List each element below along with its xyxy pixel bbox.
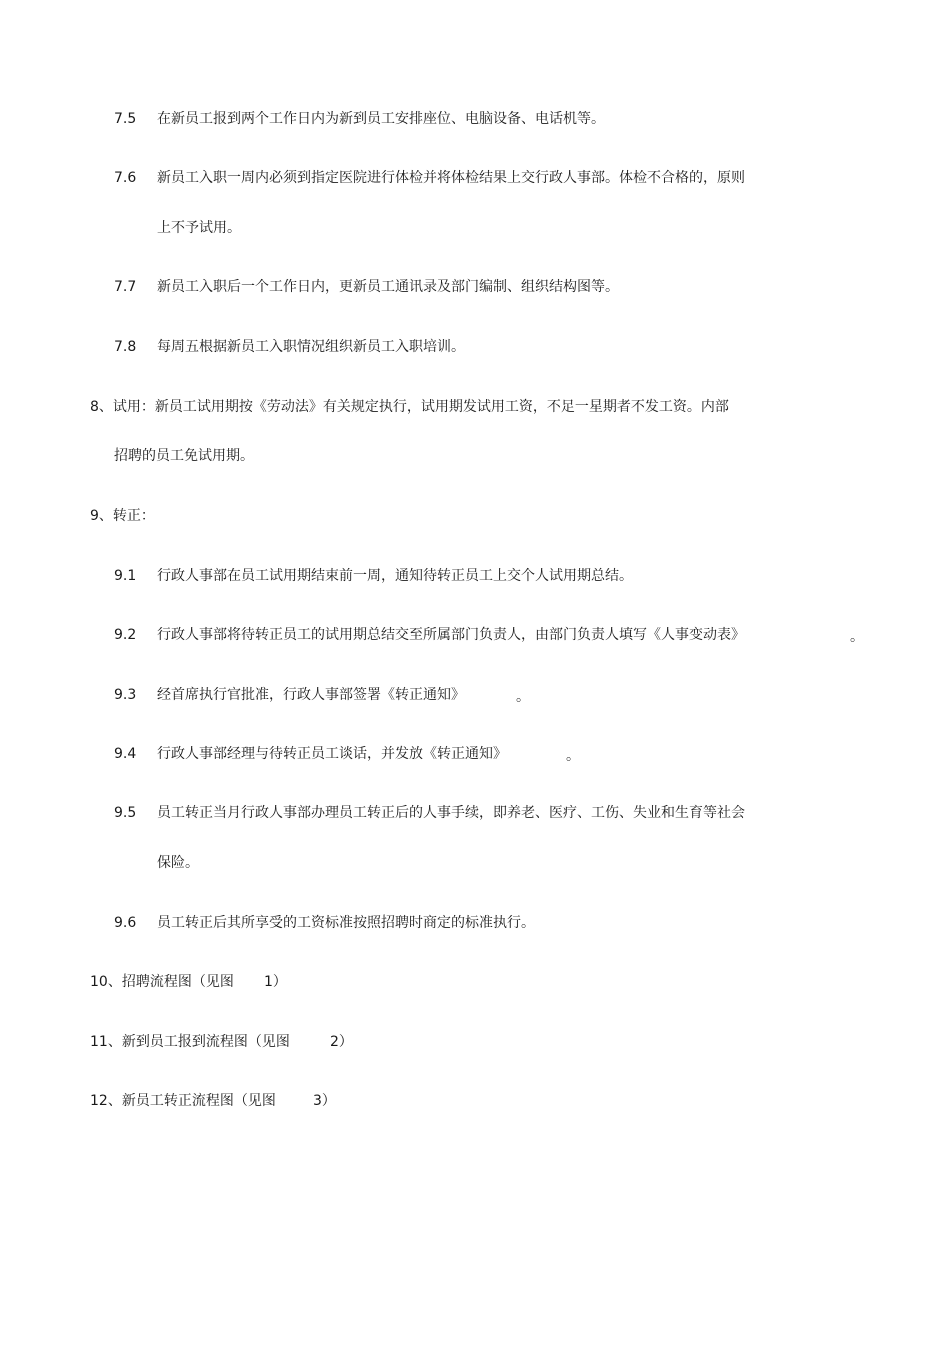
- clause-number: 9.3: [114, 687, 137, 703]
- clause-tail-mark: 。: [566, 748, 580, 764]
- section-heading: 9、转正：: [90, 508, 155, 524]
- figure-ref: 1）: [264, 974, 287, 990]
- clause-text: 行政人事部在员工试用期结束前一周，通知待转正员工上交个人试用期总结。: [157, 568, 633, 584]
- clause-number: 9.1: [114, 568, 137, 584]
- clause-number: 9.6: [114, 915, 137, 931]
- clause-text: 新员工入职后一个工作日内，更新员工通讯录及部门编制、组织结构图等。: [157, 279, 619, 295]
- section-text-continued: 招聘的员工免试用期。: [114, 448, 254, 464]
- section-text: 11、新到员工报到流程图（见图: [90, 1034, 290, 1050]
- clause-text: 行政人事部经理与待转正员工谈话，并发放《转正通知》: [157, 746, 507, 762]
- clause-text-continued: 上不予试用。: [157, 220, 241, 236]
- figure-ref: 2）: [330, 1034, 353, 1050]
- clause-number: 7.7: [114, 279, 137, 295]
- clause-tail-mark: 。: [516, 689, 530, 705]
- clause-number: 9.2: [114, 627, 137, 643]
- clause-text-continued: 保险。: [157, 855, 199, 871]
- clause-text: 员工转正当月行政人事部办理员工转正后的人事手续，即养老、医疗、工伤、失业和生育等社会: [157, 805, 745, 821]
- clause-text: 每周五根据新员工入职情况组织新员工入职培训。: [157, 339, 465, 355]
- clause-number: 7.8: [114, 339, 137, 355]
- clause-text: 在新员工报到两个工作日内为新到员工安排座位、电脑设备、电话机等。: [157, 111, 605, 127]
- clause-tail-mark: 。: [850, 629, 864, 645]
- section-text: 8、试用：新员工试用期按《劳动法》有关规定执行，试用期发试用工资，不足一星期者不发工资。内部: [90, 399, 729, 415]
- section-text: 10、招聘流程图（见图: [90, 974, 234, 990]
- figure-ref: 3）: [313, 1093, 336, 1109]
- clause-text: 新员工入职一周内必须到指定医院进行体检并将体检结果上交行政人事部。体检不合格的，原则: [157, 170, 745, 186]
- clause-number: 7.5: [114, 111, 137, 127]
- clause-number: 9.4: [114, 746, 137, 762]
- clause-number: 7.6: [114, 170, 137, 186]
- clause-number: 9.5: [114, 805, 137, 821]
- section-text: 12、新员工转正流程图（见图: [90, 1093, 276, 1109]
- clause-text: 经首席执行官批准，行政人事部签署《转正通知》: [157, 687, 465, 703]
- clause-text: 行政人事部将待转正员工的试用期总结交至所属部门负责人，由部门负责人填写《人事变动表》: [157, 627, 745, 643]
- clause-text: 员工转正后其所享受的工资标准按照招聘时商定的标准执行。: [157, 915, 535, 931]
